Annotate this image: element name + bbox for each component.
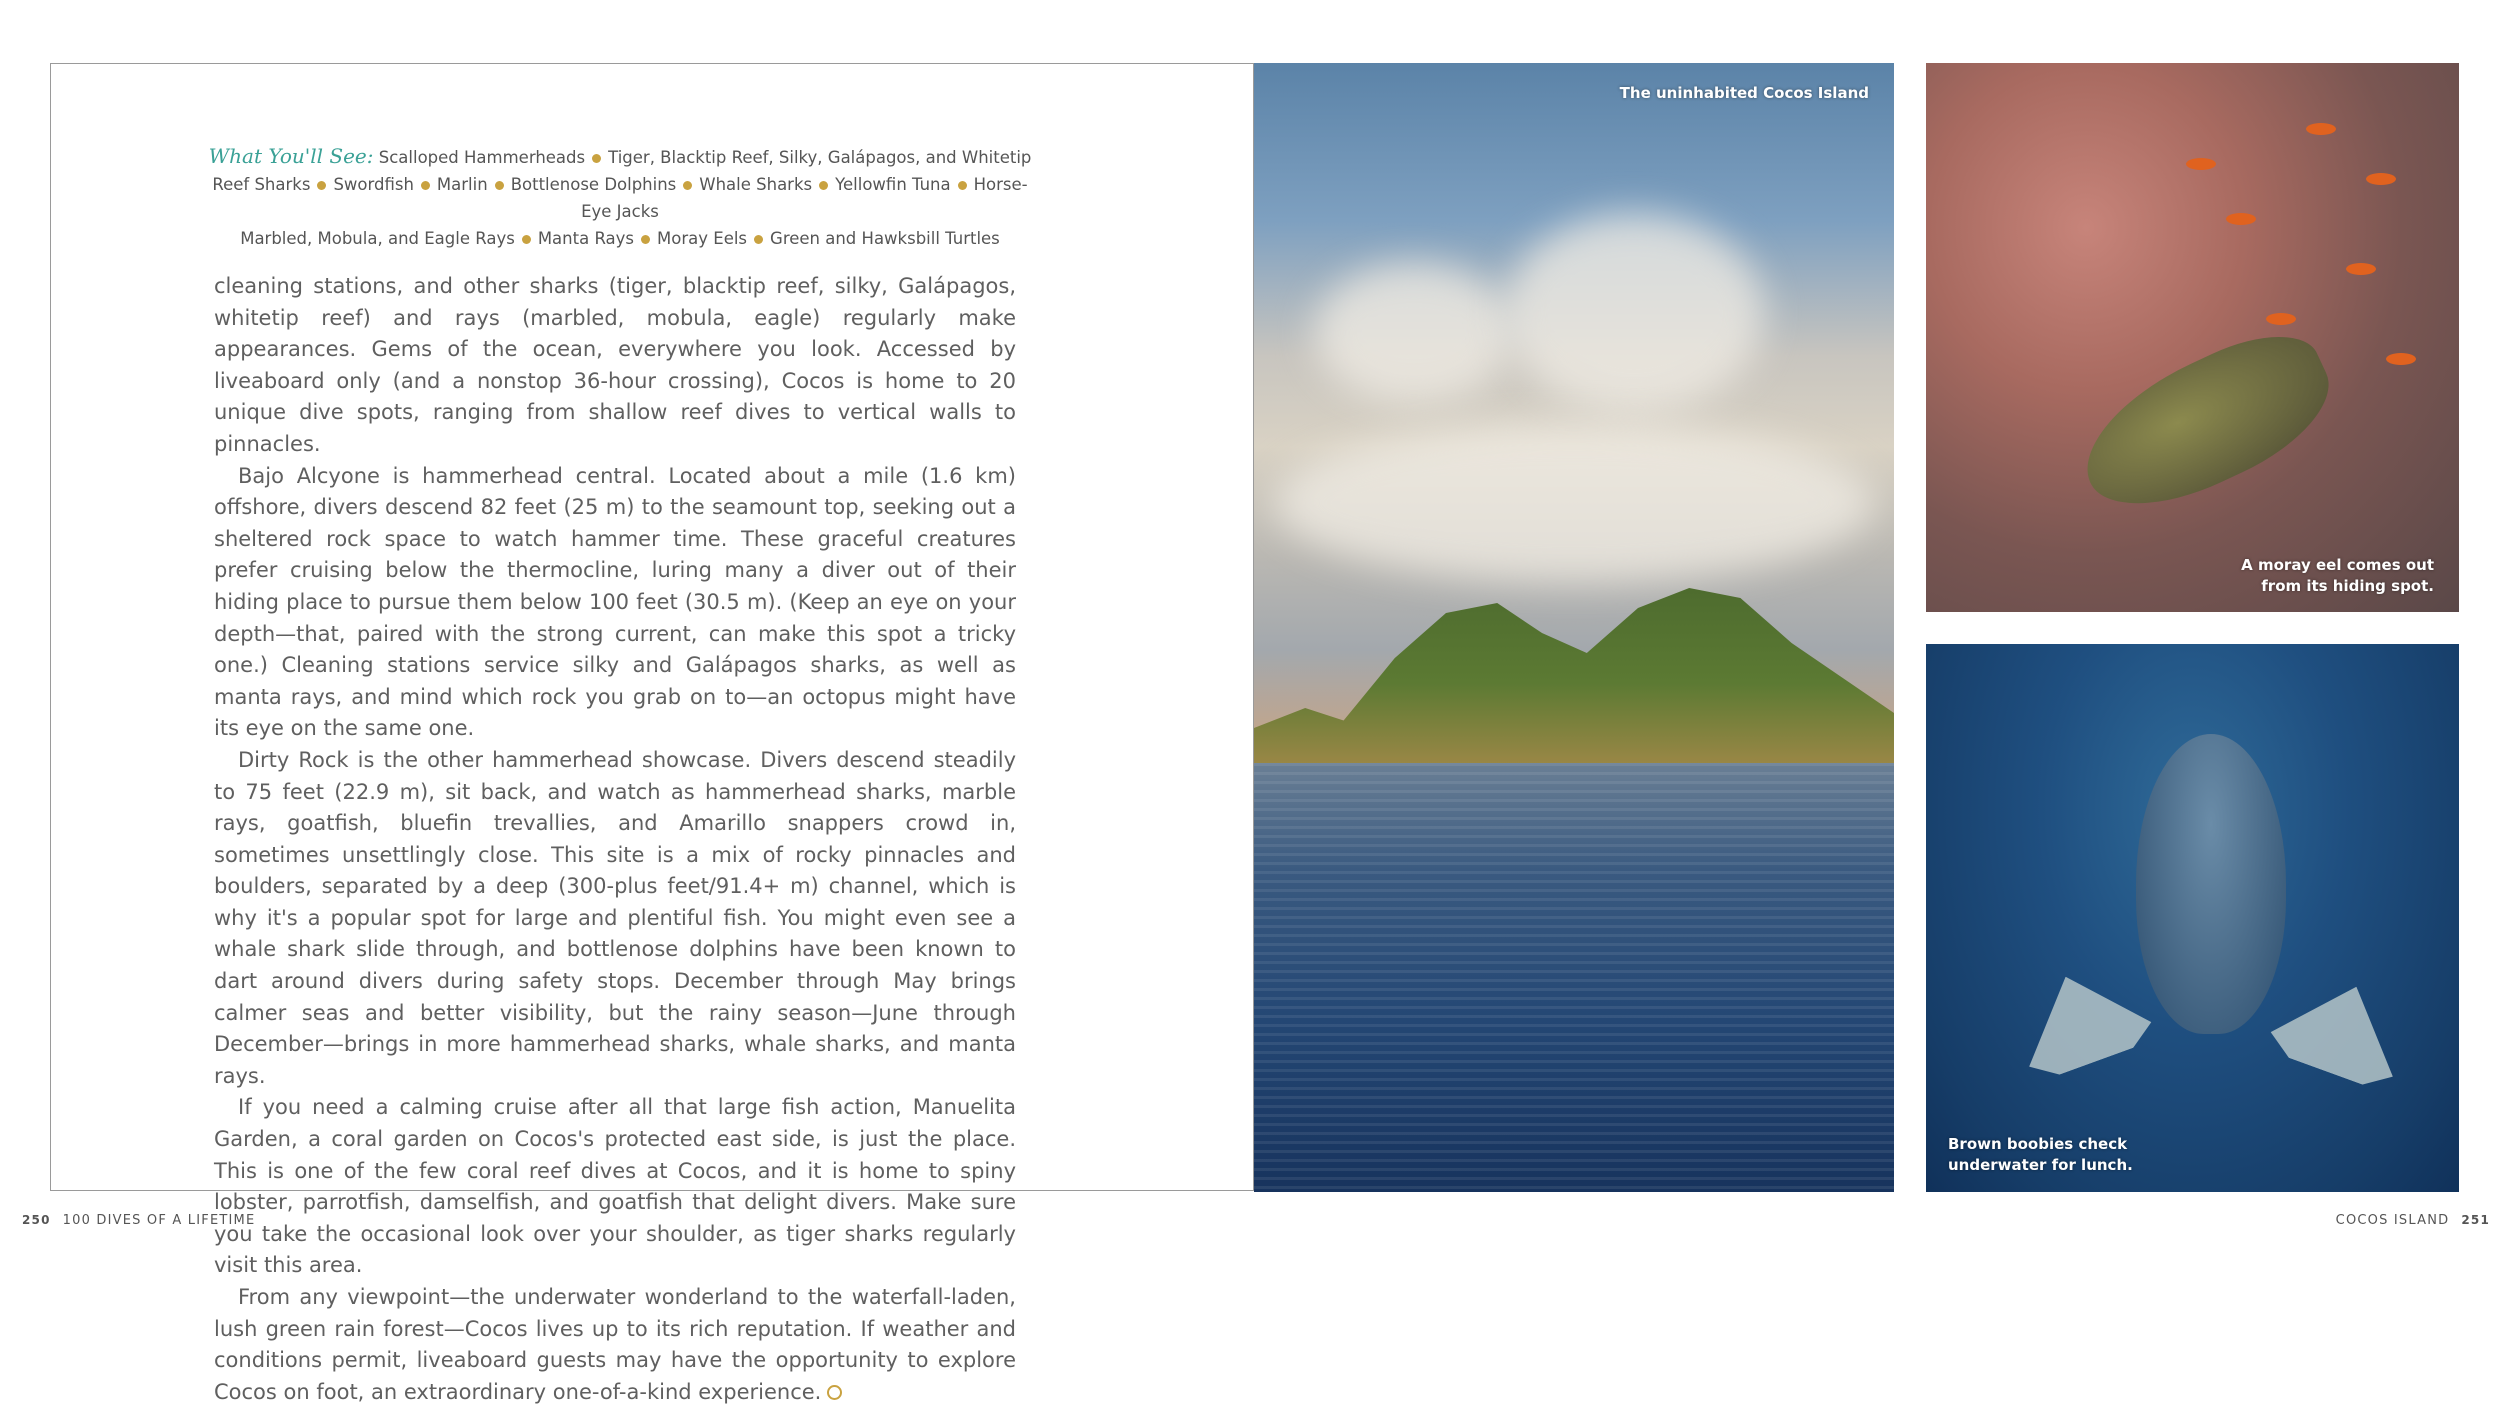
species-item: Green and Hawksbill Turtles: [770, 229, 1000, 248]
left-running-head: 100 DIVES OF A LIFETIME: [62, 1213, 256, 1228]
species-item: Manta Rays: [537, 229, 635, 248]
bullet-dot: [317, 181, 326, 190]
booby-foot-shape: [2265, 964, 2418, 1093]
what-youll-see-box: [200, 143, 1040, 252]
fish-shape: [2346, 263, 2376, 275]
species-item: Scalloped Hammerheads: [378, 148, 586, 167]
bullet-dot: [592, 154, 601, 163]
species-item: Whale Sharks: [699, 175, 813, 194]
booby-foot-shape: [2005, 954, 2158, 1083]
right-folio: [2336, 1213, 2490, 1228]
bullet-dot: [819, 181, 828, 190]
article-body: [214, 271, 1016, 1408]
booby-caption-line: Brown boobies check: [1948, 1135, 2128, 1153]
cloud-shape: [1274, 423, 1874, 583]
cloud-shape: [1504, 213, 1764, 413]
fish-shape: [2306, 123, 2336, 135]
booby-bird-shape: [2136, 734, 2286, 1034]
bullet-dot: [522, 235, 531, 244]
species-item: Swordfish: [333, 175, 414, 194]
fish-shape: [2366, 173, 2396, 185]
bullet-dot: [683, 181, 692, 190]
right-page-number: 251: [2461, 1213, 2490, 1227]
body-paragraph: Bajo Alcyone is hammerhead central. Located about a mile (1.6 km) offshore, divers descend 82 feet (25 m) to the seamount top, seeking out a sheltered rock space to watch hammer time. These graceful creatures prefer cruising below the thermocline, luring many a diver out of their hiding place to pursue them below 100 feet (30.5 m). (Keep an eye on your depth—that, paired with the strong current, can make this spot a tricky one.) Cleaning stations service silky and Galápagos sharks, as well as manta rays, and mind which rock you grab on to—an octopus might have its eye on the same one.: [214, 463, 1016, 741]
species-item: Marbled, Mobula, and Eagle Rays: [240, 229, 515, 248]
moray-eel-shape: [2063, 314, 2349, 533]
body-paragraph-last: [214, 1282, 1016, 1408]
left-folio: [22, 1213, 255, 1228]
moray-caption-line: from its hiding spot.: [2261, 577, 2434, 595]
bullet-dot: [754, 235, 763, 244]
body-paragraph-text: From any viewpoint—the underwater wonderland to the waterfall-laden, lush green rain forest—Cocos lives up to its rich reputation. If weather and conditions permit, liveaboard guests may have the opportunity to explore Cocos on foot, an extraordinary one-of-a-kind experience.: [214, 1285, 1016, 1404]
bullet-dot: [495, 181, 504, 190]
bullet-dot: [958, 181, 967, 190]
moray-eel-photo: [1926, 63, 2459, 612]
bullet-dot: [641, 235, 650, 244]
fish-shape: [2186, 158, 2216, 170]
fish-shape: [2226, 213, 2256, 225]
species-item: Marlin: [436, 175, 488, 194]
body-paragraph: Dirty Rock is the other hammerhead showcase. Divers descend steadily to 75 feet (22.9 m), sit back, and watch as hammerhead sharks, marble rays, goatfish, bluefin trevallies, and Amarillo snappers crowd in, sometimes unsettlingly close. This site is a mix of rocky pinnacles and boulders, separated by a deep (300-plus feet/91.4+ m) channel, which is why it's a popular spot for large and plentiful fish. You might even see a whale shark slide through, and bottlenose dolphins have been known to dart around divers during safety stops. December through May brings calmer seas and better visibility, but the rainy season—June through December—brings in more hammerhead sharks, whale sharks, and manta rays.: [214, 747, 1016, 1088]
cloud-shape: [1314, 263, 1514, 403]
booby-caption: [1948, 1134, 2133, 1176]
bullet-dot: [421, 181, 430, 190]
body-paragraph: cleaning stations, and other sharks (tiger, blacktip reef, silky, Galápagos, whitetip reef) and rays (marbled, mobula, eagle) regularly make appearances. Gems of the ocean, everywhere you look. Accessed by liveaboard only (and a nonstop 36-hour crossing), Cocos is home to 20 unique dive spots, ranging from shallow reef dives to vertical walls to pinnacles.: [214, 274, 1016, 456]
moray-caption-line: A moray eel comes out: [2241, 556, 2434, 574]
end-mark-icon: [827, 1385, 842, 1400]
brown-booby-photo: [1926, 644, 2459, 1192]
booby-caption-line: underwater for lunch.: [1948, 1156, 2133, 1174]
fish-shape: [2266, 313, 2296, 325]
moray-caption: [2241, 555, 2434, 597]
species-item: Yellowfin Tuna: [835, 175, 951, 194]
body-paragraph: If you need a calming cruise after all that large fish action, Manuelita Garden, a coral garden on Cocos's protected east side, is just the place. This is one of the few coral reef dives at Cocos, and it is home to spiny lobster, parrotfish, damselfish, and goatfish that delight divers. Make sure you take the occasional look over your shoulder, as tiger sharks regularly visit this area.: [214, 1095, 1016, 1278]
species-item: Tiger, Blacktip Reef, Silky, Galápagos, and Whitetip Reef Sharks: [212, 148, 1032, 194]
right-running-head: COCOS ISLAND: [2335, 1213, 2450, 1228]
what-youll-see-heading: What You'll See:: [208, 144, 374, 168]
left-page-number: 250: [22, 1213, 51, 1227]
fish-shape: [2386, 353, 2416, 365]
cocos-island-photo: [1254, 63, 1894, 1192]
species-item: Bottlenose Dolphins: [510, 175, 677, 194]
ocean-water-shape: [1254, 763, 1894, 1192]
species-item: Moray Eels: [657, 229, 748, 248]
species-item: Horse-Eye Jacks: [581, 175, 1028, 221]
island-caption: The uninhabited Cocos Island: [1619, 84, 1869, 102]
